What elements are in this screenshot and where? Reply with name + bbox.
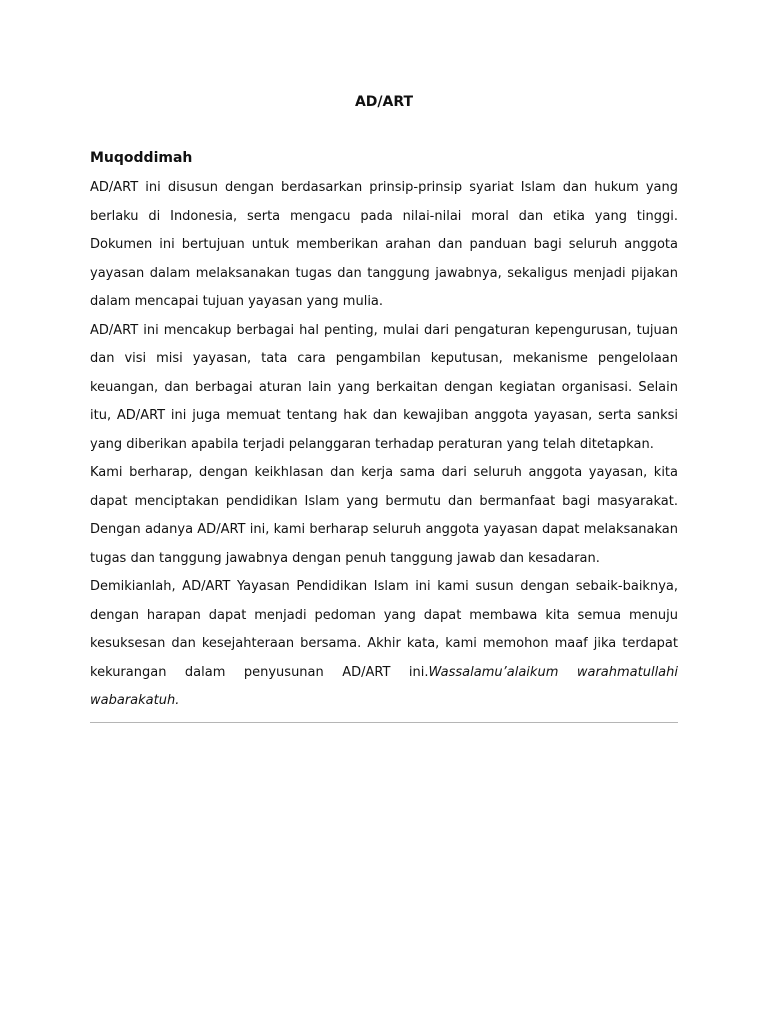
paragraph-3: Kami berharap, dengan keikhlasan dan kerja sama dari seluruh anggota yayasan, kita dapat menciptakan pendidikan Islam yang bermutu dan bermanfaat bagi masyarakat. Dengan adanya AD/ART ini, kami berharap seluruh anggota yayasan dapat melaksanakan tugas dan tanggung jawabnya dengan penuh tanggung jawab dan kesadaran. (90, 465, 678, 566)
horizontal-divider (90, 722, 678, 723)
document-title: AD/ART (354, 94, 414, 110)
section-heading: Muqoddimah (90, 150, 193, 166)
paragraph-2: AD/ART ini mencakup berbagai hal penting, mulai dari pengaturan kepengurusan, tujuan dan visi misi yayasan, tata cara pengambilan keputusan, mekanisme pengelolaan keuangan, dan berbagai aturan lain yang berkaitan dengan kegiatan organisasi. Selain itu, AD/ART ini juga memuat tentang hak dan kewajiban anggota yayasan, serta sanksi yang diberikan apabila terjadi pelanggaran terhadap peraturan yang telah ditetapkan. (90, 322, 678, 452)
closing-paragraph (90, 573, 678, 716)
closing-text: Demikianlah, AD/ART Yayasan Pendidikan Islam ini kami susun dengan sebaik-baiknya, dengan harapan dapat menjadi pedoman yang dapat membawa kita semua menuju kesuksesan dan kesejahteraan bersama. Akhir kata, kami memohon maaf jika terdapat kekurangan dalam penyusunan AD/ART ini. (90, 579, 678, 680)
closing-salutation: Wassalamu’alaikum warahmatullahi wabarakatuh. (90, 664, 678, 708)
document-body (90, 92, 678, 723)
paragraph-1: AD/ART ini disusun dengan berdasarkan prinsip-prinsip syariat Islam dan hukum yang berlaku di Indonesia, serta mengacu pada nilai-nilai moral dan etika yang tinggi. Dokumen ini bertujuan untuk memberikan arahan dan panduan bagi seluruh anggota yayasan dalam melaksanakan tugas dan tanggung jawabnya, sekaligus menjadi pijakan dalam mencapai tujuan yayasan yang mulia. (90, 180, 678, 309)
